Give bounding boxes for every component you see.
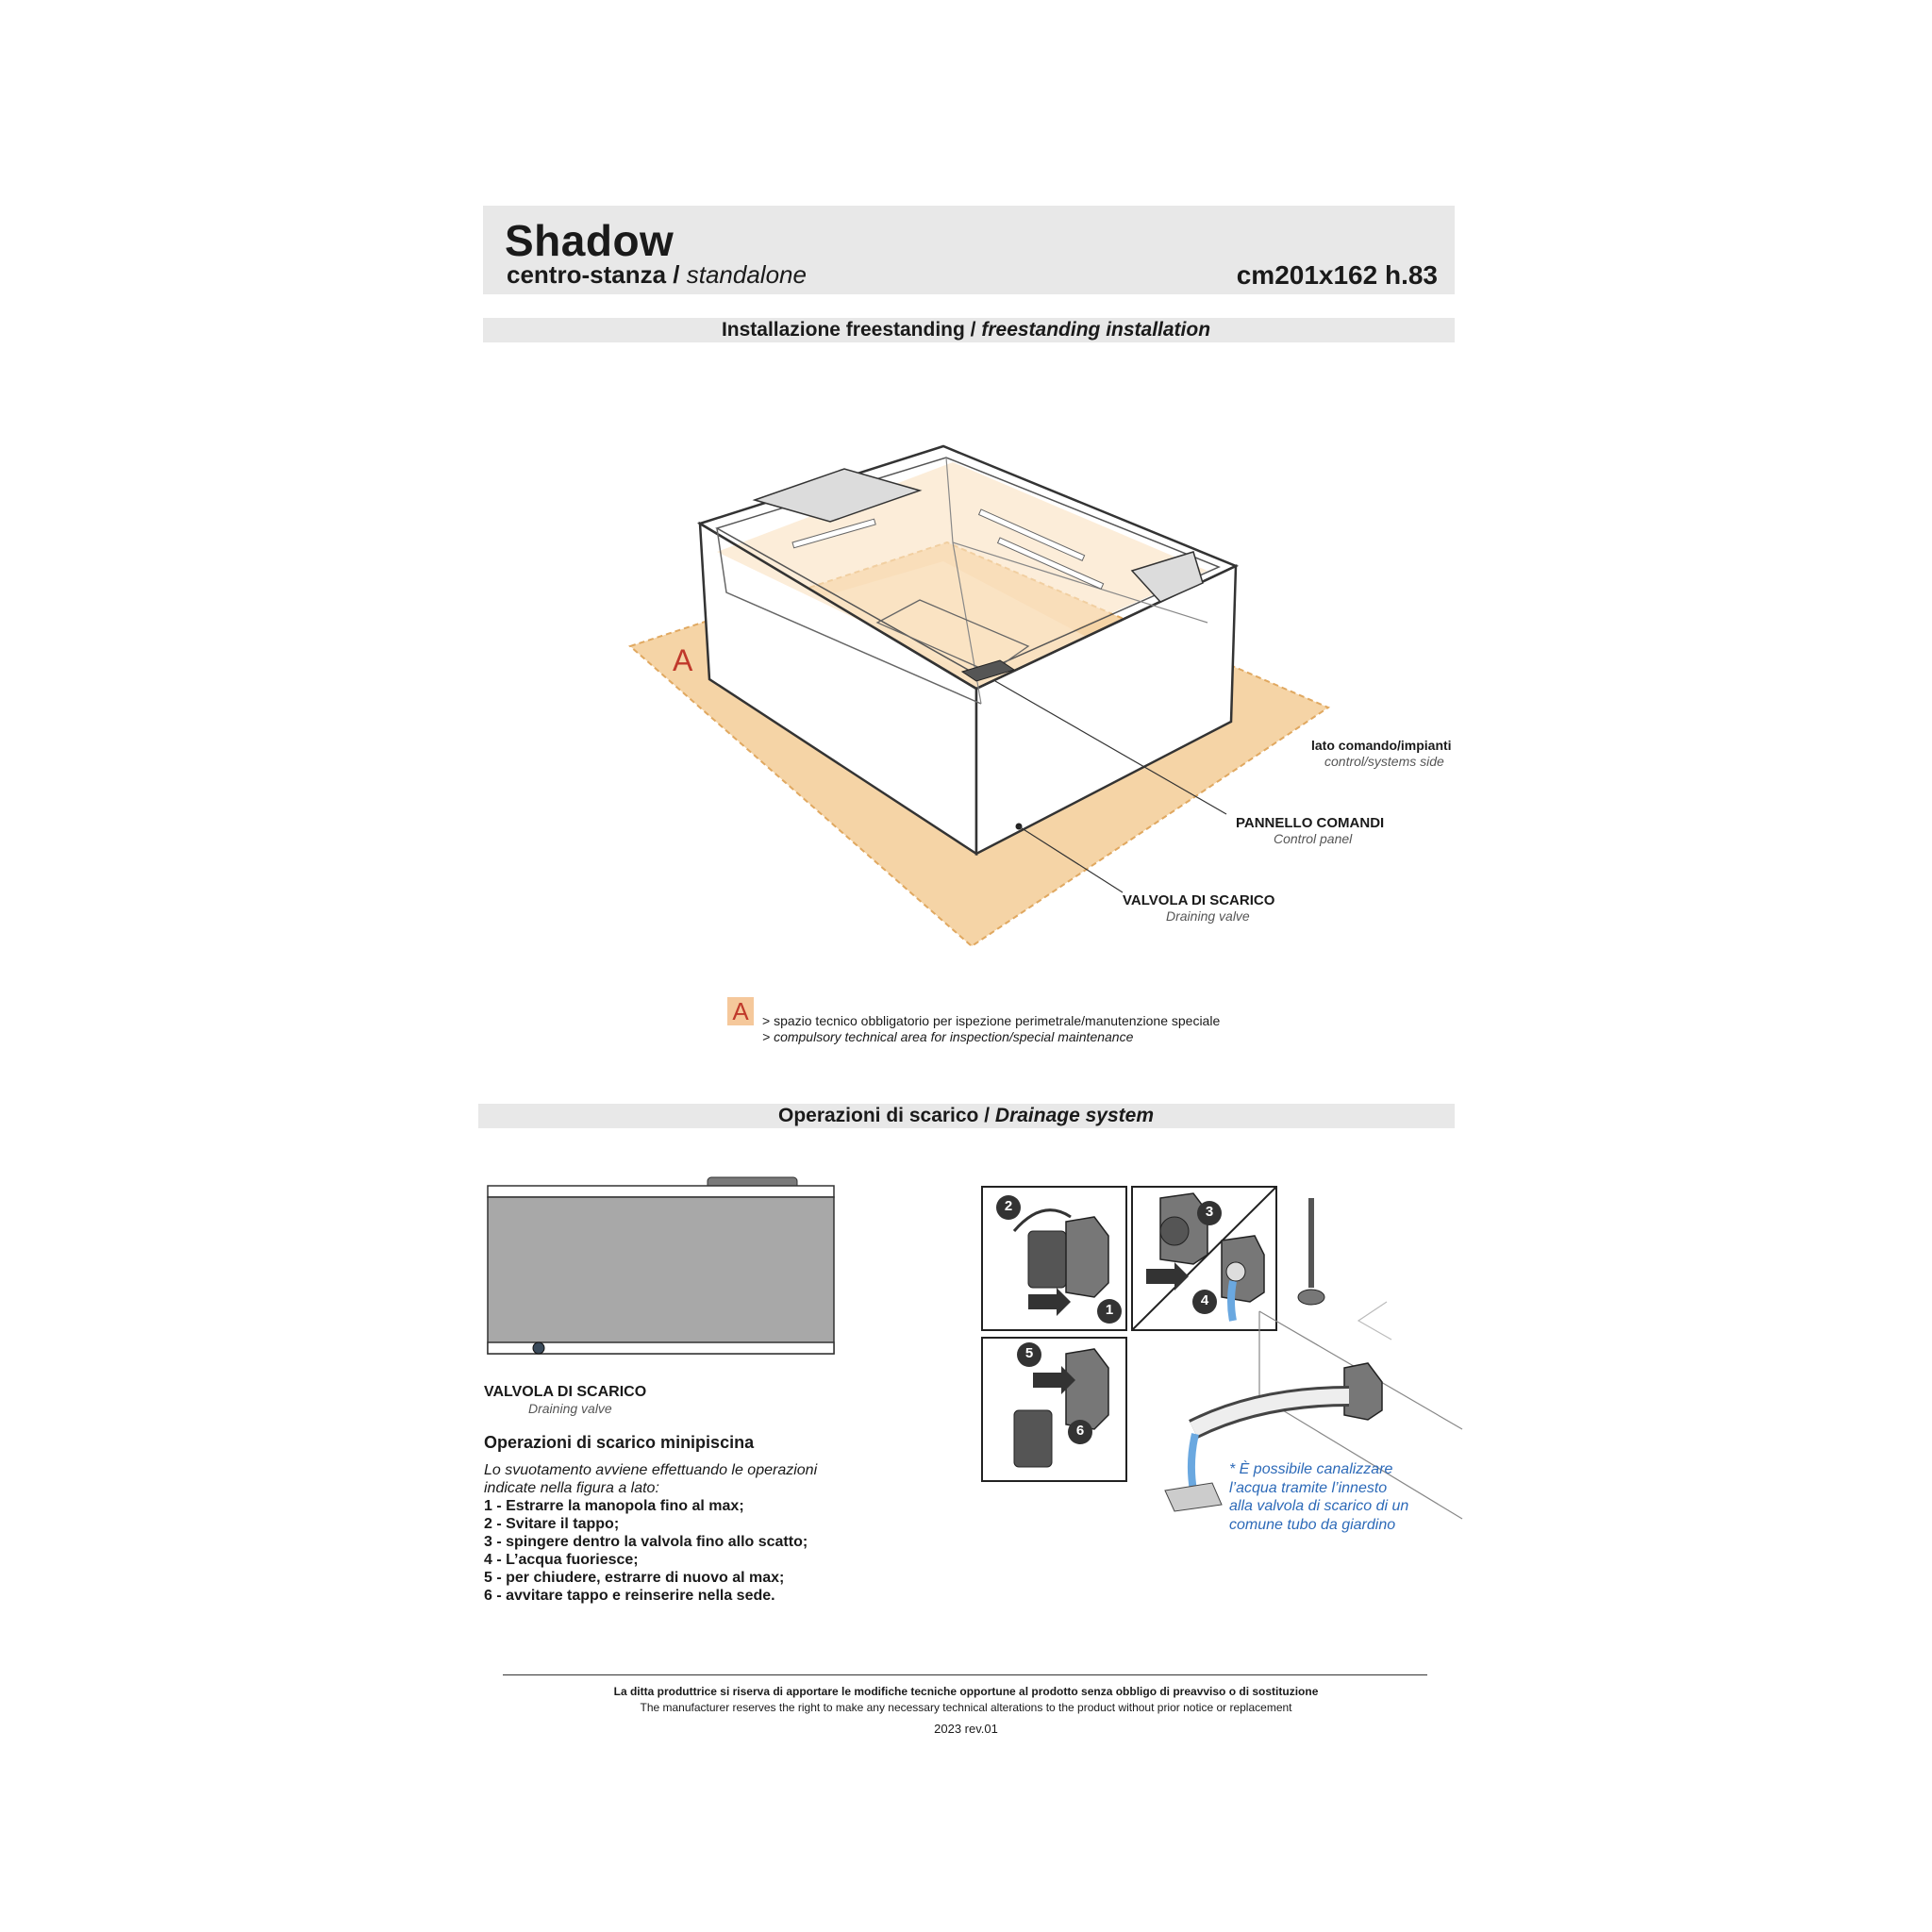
- product-title: Shadow: [505, 216, 675, 265]
- step-6: 6 - avvitare tappo e reinserire nella sede.: [484, 1588, 775, 1604]
- figure-number-3: 3: [1205, 1204, 1214, 1220]
- legend-text-en: > compulsory technical area for inspection/special maintenance: [762, 1029, 1134, 1044]
- drain-valve-icon: [533, 1342, 544, 1354]
- control-side-label-en: control/systems side: [1324, 754, 1444, 769]
- footer-divider: [503, 1674, 1427, 1675]
- control-side-label: lato comando/impianti: [1311, 738, 1452, 753]
- note-line-2: l’acqua tramite l’innesto: [1229, 1479, 1388, 1496]
- legend-text-it: > spazio tecnico obbligatorio per ispezione perimetrale/manutenzione speciale: [762, 1013, 1221, 1028]
- drain-valve-label: VALVOLA DI SCARICO: [1123, 892, 1275, 908]
- figure-number-5: 5: [1024, 1345, 1034, 1361]
- figure-number-4: 4: [1200, 1292, 1209, 1308]
- step-2: 2 - Svitare il tappo;: [484, 1516, 620, 1532]
- product-dimensions: cm201x162 h.83: [1236, 260, 1438, 290]
- instructions-intro-1: Lo svuotamento avviene effettuando le operazioni: [484, 1462, 818, 1478]
- step-3: 3 - spingere dentro la valvola fino allo scatto;: [484, 1534, 808, 1550]
- front-view-valve-label: VALVOLA DI SCARICO: [484, 1384, 647, 1400]
- step-5: 5 - per chiudere, estrarre di nuovo al max;: [484, 1570, 785, 1586]
- drainage-subheading: Operazioni di scarico minipiscina: [484, 1433, 755, 1452]
- footer-disclaimer-en: The manufacturer reserves the right to make any necessary technical alterations to the product without prior notice or replacement: [640, 1701, 1292, 1714]
- garden-hose-note: [1229, 1460, 1408, 1534]
- control-panel-label-en: Control panel: [1274, 831, 1353, 846]
- figure-number-2: 2: [1004, 1198, 1013, 1214]
- legend-marker: A: [727, 997, 754, 1025]
- drainage-heading: Operazioni di scarico / Drainage system: [777, 1105, 1154, 1126]
- drainage-instructions: [484, 1461, 817, 1605]
- area-marker: A: [673, 643, 693, 677]
- step-1: 1 - Estrarre la manopola fino al max;: [484, 1498, 744, 1514]
- product-subtitle: centro-stanza / standalone: [507, 260, 807, 289]
- step-4: 4 - L’acqua fuoriesce;: [484, 1552, 639, 1568]
- figure-number-1: 1: [1105, 1302, 1114, 1318]
- footer-revision: 2023 rev.01: [934, 1722, 998, 1736]
- front-view-valve-label-en: Draining valve: [528, 1401, 612, 1416]
- footer-disclaimer-it: La ditta produttrice si riserva di apportare le modifiche tecniche opportune al prodotto senza obbligo di preavviso o di sostituzione: [613, 1685, 1319, 1698]
- figure-number-6: 6: [1075, 1423, 1085, 1439]
- tub-front-view: [481, 1170, 840, 1363]
- note-line-4: comune tubo da giardino: [1229, 1516, 1396, 1533]
- instructions-intro-2: indicate nella figura a lato:: [484, 1480, 659, 1496]
- note-line-3: alla valvola di scarico di un: [1229, 1498, 1409, 1514]
- note-line-1: * È possibile canalizzare: [1229, 1461, 1393, 1477]
- installation-heading: Installazione freestanding / freestanding installation: [721, 319, 1211, 341]
- tub-front-panel: [488, 1197, 834, 1354]
- drain-valve-label-en: Draining valve: [1166, 908, 1250, 924]
- control-panel-label: PANNELLO COMANDI: [1236, 815, 1385, 831]
